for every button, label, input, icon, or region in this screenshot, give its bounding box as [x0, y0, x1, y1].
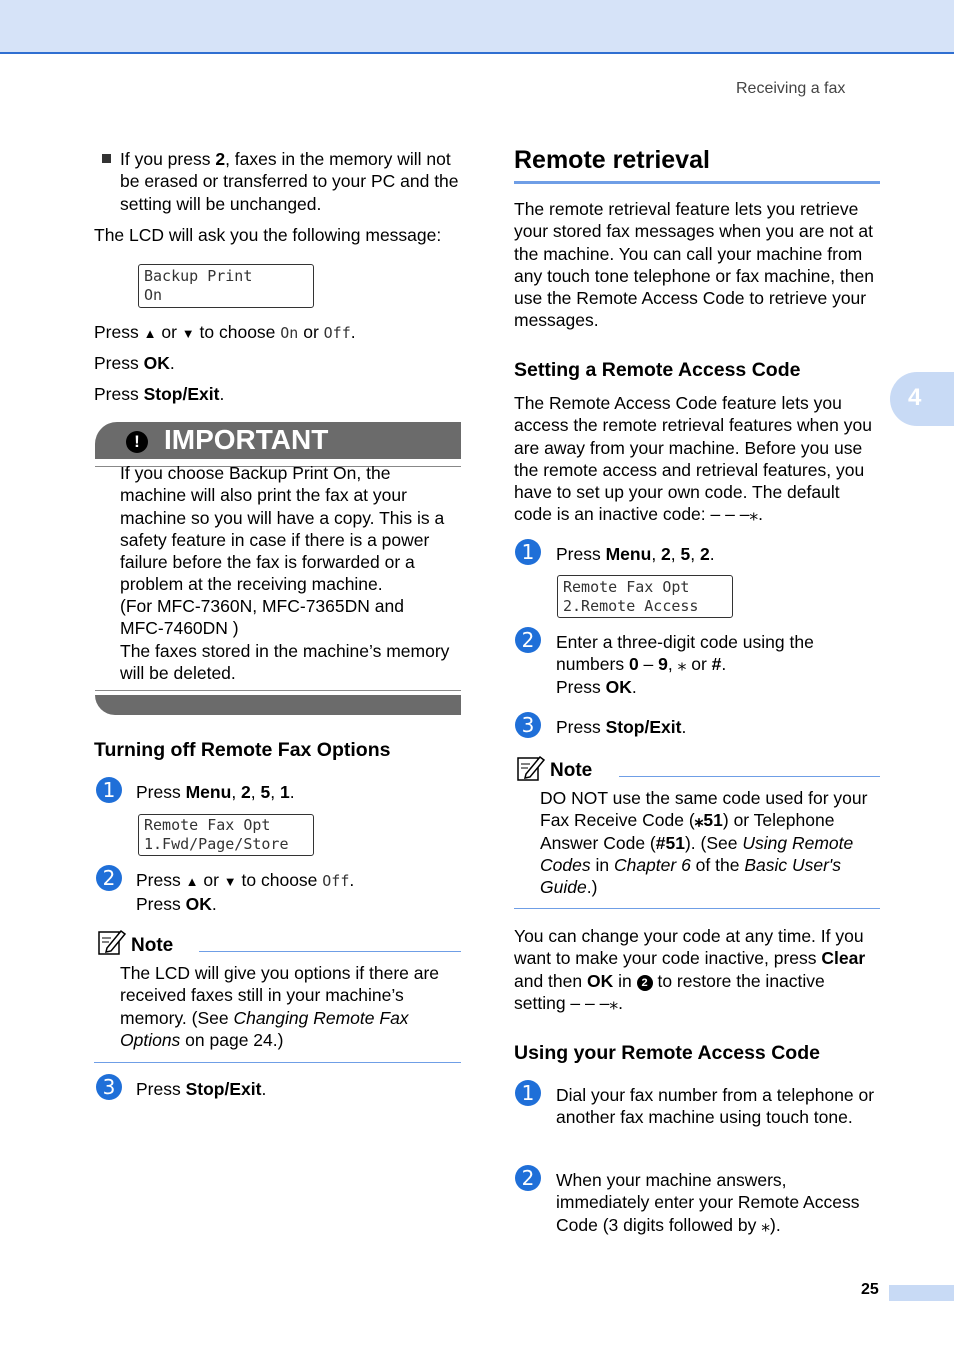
- note-bottom-rule: [514, 908, 880, 909]
- note-label: Note: [131, 935, 174, 956]
- note-top-rule: [199, 951, 461, 952]
- step-1-text: Press Menu, 2, 5, 2.: [556, 544, 715, 564]
- setting-code-heading: Setting a Remote Access Code: [514, 359, 801, 381]
- lcd-line-1: Remote Fax Opt: [144, 816, 271, 834]
- lcd-message-intro: The LCD will ask you the following message:: [94, 225, 442, 245]
- down-arrow-icon: ▼: [181, 326, 195, 341]
- step-3-text: Press Stop/Exit.: [136, 1079, 267, 1099]
- lcd-line-2: 2.Remote Access: [563, 597, 699, 615]
- important-body-2: (For MFC-7360N, MFC-7365DN and MFC-7460DN ): [120, 596, 404, 639]
- section-title: Receiving a fax: [736, 80, 846, 97]
- intro-paragraph: The remote retrieval feature lets you retrieve your stored fax messages when you are not at the machine. You can call your machine from any touch tone telephone or fax machine, then use the Remote Access Code to retrieve your messages.: [514, 199, 874, 331]
- change-code-paragraph: You can change your code at any time. If you want to make your code inactive, press Clear and then OK in 2 to restore the inactive setting – – –⁎.: [514, 926, 866, 1013]
- press-choose-instruction: Press ▲ or ▼ to choose On or Off.: [94, 322, 356, 342]
- note-bottom-rule: [94, 1062, 461, 1063]
- important-title: IMPORTANT: [164, 424, 329, 455]
- using-code-heading: Using your Remote Access Code: [514, 1042, 820, 1064]
- up-arrow-icon: ▲: [185, 874, 199, 889]
- chapter-number: 4: [908, 384, 922, 411]
- note-body: DO NOT use the same code used for your Fax Receive Code (⁎51) or Telephone Answer Code (#51). (See Using Remote Codes in Chapter 6 of the Basic User's Guide.): [540, 788, 868, 898]
- using-step-1-text: Dial your fax number from a telephone or another fax machine using touch tone.: [556, 1085, 875, 1128]
- important-footer-bar: [95, 695, 461, 715]
- step-ref-icon: 2: [637, 975, 653, 991]
- lcd-display: [138, 814, 314, 856]
- page-number-bar: [889, 1285, 954, 1301]
- using-step-2-text: When your machine answers, immediately enter your Remote Access Code (3 digits followed by ⁎).: [556, 1170, 860, 1235]
- lcd-display: [138, 264, 314, 308]
- remote-retrieval-title: Remote retrieval: [514, 146, 710, 174]
- chapter-tab[interactable]: [890, 372, 954, 426]
- bullet-square-icon: [102, 154, 111, 163]
- important-bottom-divider: [95, 690, 461, 691]
- lcd-line-1: Backup Print: [144, 267, 253, 285]
- up-arrow-icon: ▲: [143, 326, 157, 341]
- page-number: 25: [861, 1281, 879, 1298]
- down-arrow-icon: ▼: [223, 874, 237, 889]
- step-1-text: Press Menu, 2, 5, 1.: [136, 782, 295, 802]
- lcd-line-2: 1.Fwd/Page/Store: [144, 835, 289, 853]
- lcd-display: [557, 575, 733, 618]
- step-number: 1: [515, 539, 541, 565]
- note-pencil-icon: [516, 754, 546, 782]
- title-underline: [514, 181, 880, 184]
- note-top-rule: [619, 776, 880, 777]
- important-body-3: The faxes stored in the machine’s memory will be deleted.: [120, 641, 450, 684]
- bullet-text: If you press 2, faxes in the memory will not be erased or transferred to your PC and the setting will be unchanged.: [120, 149, 459, 214]
- important-body-1: If you choose Backup Print On, the machine will also print the fax at your machine so you will have a copy. This is a safety feature in case if there is a power failure before the fax is forwarded or a problem at the receiving machine.: [120, 463, 445, 595]
- step-number: 1: [515, 1080, 541, 1106]
- press-ok-instruction: Press OK.: [94, 353, 175, 373]
- warning-icon: !: [126, 431, 148, 453]
- step-3-text: Press Stop/Exit.: [556, 717, 687, 737]
- turning-off-heading: Turning off Remote Fax Options: [94, 739, 391, 761]
- step-number: 2: [515, 1165, 541, 1191]
- note-label: Note: [550, 760, 593, 781]
- step-2-text: Press ▲ or ▼ to choose Off. Press OK.: [136, 870, 355, 915]
- note-pencil-icon: [97, 928, 127, 956]
- header-bar: [0, 0, 954, 54]
- step-number: 3: [515, 712, 541, 738]
- note-body: The LCD will give you options if there are received faxes still in your machine’s memory. (See Changing Remote Fax Options on page 24.): [120, 963, 440, 1050]
- step-2-text: Enter a three-digit code using the numbers 0 – 9, ⁎ or #. Press OK.: [556, 632, 814, 697]
- lcd-line-2: On: [144, 286, 163, 304]
- step-number: 1: [96, 777, 122, 803]
- setting-code-body: The Remote Access Code feature lets you access the remote retrieval features when you are away from your machine. Before you use the remote access and retrieval features, you have to set up your own code. The default code is an inactive code: – – –⁎.: [514, 393, 872, 525]
- press-stop-instruction: Press Stop/Exit.: [94, 384, 225, 404]
- step-number: 2: [515, 627, 541, 653]
- step-number: 2: [96, 865, 122, 891]
- lcd-line-1: Remote Fax Opt: [563, 578, 690, 596]
- step-number: 3: [96, 1074, 122, 1100]
